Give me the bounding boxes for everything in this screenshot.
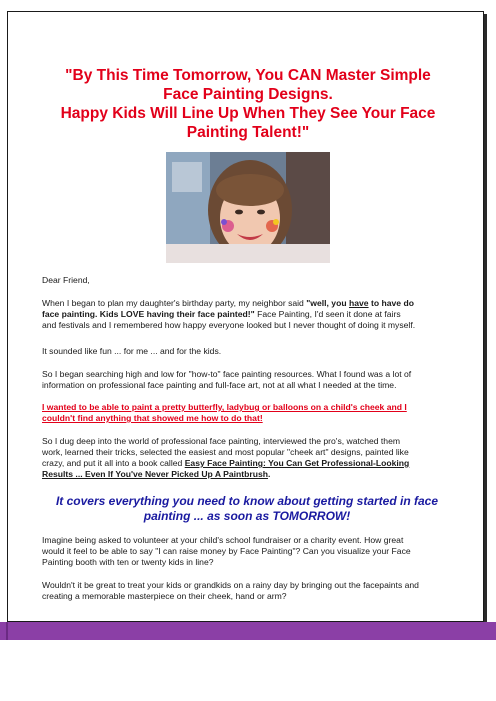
p1-quote-start: "well, you	[306, 298, 349, 308]
p4-line1: I wanted to be able to paint a pretty butterfly, ladybug or balloons on a child's cheek and I	[42, 402, 407, 412]
p6-line2: would it feel to be able to say "I can raise money by Face Painting"? Can you visualize your Face	[42, 546, 411, 556]
paragraph-2	[42, 346, 460, 357]
paragraph-7	[42, 580, 460, 602]
p4-line2: couldn't find anything that showed me how to do that!	[42, 413, 263, 423]
headline-line-3: Happy Kids Will Line Up When They See Your Face	[60, 105, 436, 122]
greeting	[42, 275, 460, 286]
book-title-link-part1[interactable]: Easy Face Painting: You Can Get Professional-Looking	[184, 458, 410, 468]
callout	[42, 494, 452, 524]
paragraph-6	[42, 535, 460, 568]
page-shadow	[484, 14, 487, 622]
footer-band-edge	[6, 622, 8, 640]
p3-line2: information on professional face painting and full-face art, not at all what I needed at the time.	[42, 380, 397, 390]
p1-quote-end: to have do	[368, 298, 414, 308]
callout-line1: It covers everything you need to know about getting started in face	[55, 494, 439, 508]
p5-line2: work, learned their tricks, selected the easiest and most popular "cheek art" designs, painted like	[42, 447, 409, 457]
p6-line1: Imagine being asked to volunteer at your child's school fundraiser or a charity event. How great	[42, 535, 404, 545]
p5-line1: So I dug deep into the world of professional face painting, interviewed the pro's, watched them	[42, 436, 401, 446]
callout-line2: painting ... as soon as TOMORROW!	[143, 509, 351, 523]
p5-period: .	[268, 469, 271, 479]
headline-line-4: Painting Talent!"	[186, 124, 310, 141]
paragraph-3	[42, 369, 460, 391]
p6-line3: Painting booth with ten or twenty kids in line?	[42, 557, 214, 567]
p7-line1: Wouldn't it be great to treat your kids or grandkids on a rainy day by bringing out the facepaints and	[42, 580, 419, 590]
p5-line3: crazy, and put it all into a book called	[42, 458, 185, 468]
girl-photo	[166, 152, 330, 263]
p1-line3: and festivals and I remembered how happy everyone looked but I never thought of doing it myself.	[42, 320, 416, 330]
p1-quote-line2: face painting. Kids LOVE having their face painted!"	[42, 309, 255, 319]
p1-quote-have: have	[348, 298, 369, 308]
paragraph-1	[42, 298, 460, 331]
headline-line-1: "By This Time Tomorrow, You CAN Master Simple	[65, 67, 431, 84]
p3-line1: So I began searching high and low for "how-to" face painting resources. What I found was a lot of	[42, 369, 412, 379]
headline-line-2: Face Painting Designs.	[163, 86, 333, 103]
headline	[20, 66, 476, 142]
paragraph-5	[42, 436, 460, 480]
paragraph-4-highlight	[42, 402, 460, 424]
p2-text: It sounded like fun ... for me ... and for the kids.	[42, 346, 222, 356]
book-title-link-part2[interactable]: Results ... Even If You've Never Picked Up A Paintbrush	[42, 469, 269, 479]
p7-line2: creating a memorable masterpiece on their cheek, hand or arm?	[42, 591, 287, 601]
p1-text: When I began to plan my daughter's birthday party, my neighbor said	[42, 298, 307, 308]
p1-line2-rest: Face Painting, I'd seen it done at fairs	[254, 309, 401, 319]
greeting-text: Dear Friend,	[42, 275, 90, 285]
footer-band	[0, 622, 496, 640]
